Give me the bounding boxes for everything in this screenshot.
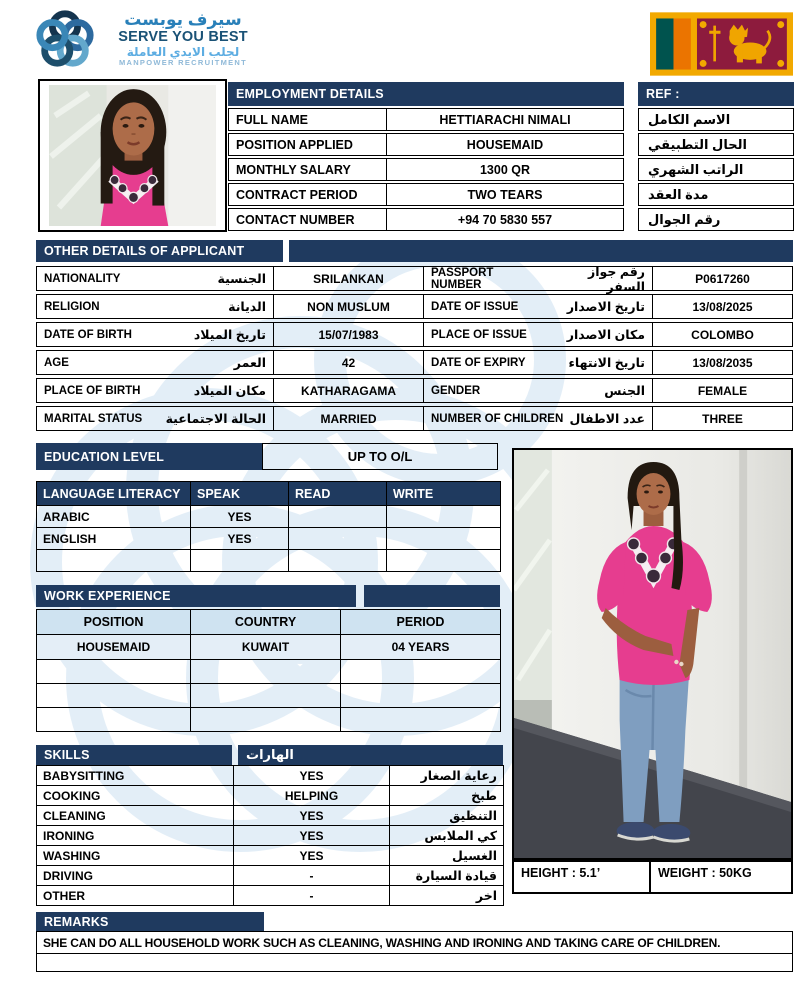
cooking-label: COOKING bbox=[37, 786, 234, 806]
education-level-row bbox=[36, 443, 498, 470]
table-row bbox=[37, 528, 501, 550]
table-row bbox=[36, 406, 793, 431]
country-column-header: COUNTRY bbox=[191, 610, 341, 635]
language-name: ARABIC bbox=[37, 506, 191, 528]
table-row bbox=[37, 866, 504, 886]
write-value bbox=[387, 550, 501, 572]
table-row bbox=[37, 806, 504, 826]
washing-label: WASHING bbox=[37, 846, 234, 866]
work-position-value bbox=[37, 660, 191, 684]
place-of-birth-arabic-label: مكان الميلاد bbox=[193, 384, 266, 398]
driving-label: DRIVING bbox=[37, 866, 234, 886]
write-value bbox=[387, 506, 501, 528]
write-column-header: WRITE bbox=[387, 482, 501, 506]
washing-arabic-label: الغسيل bbox=[390, 846, 504, 866]
babysitting-label: BABYSITTING bbox=[37, 766, 234, 786]
interlocking-rings-logo-icon bbox=[34, 8, 96, 70]
date-of-expiry-label: DATE OF EXPIRY bbox=[431, 356, 526, 369]
cooking-arabic-label: طبخ bbox=[390, 786, 504, 806]
work-position-value bbox=[37, 684, 191, 708]
number-of-children-value: THREE bbox=[702, 411, 743, 426]
read-value bbox=[289, 506, 387, 528]
table-row bbox=[228, 183, 794, 206]
work-country-value: KUWAIT bbox=[191, 635, 341, 660]
work-country-value bbox=[191, 684, 341, 708]
age-value: 42 bbox=[274, 351, 424, 374]
height-weight-row bbox=[512, 860, 793, 894]
date-of-issue-label: DATE OF ISSUE bbox=[431, 300, 519, 313]
contract-period-value: TWO TEARS bbox=[467, 187, 543, 202]
ironing-value: YES bbox=[234, 826, 390, 846]
date-of-expiry-value: 13/08/2035 bbox=[692, 355, 753, 370]
monthly-salary-arabic-label: الراتب الشهري bbox=[638, 158, 794, 181]
place-of-issue-value: COLOMBO bbox=[691, 327, 754, 342]
number-of-children-label: NUMBER OF CHILDREN bbox=[431, 412, 564, 425]
date-of-expiry-arabic-label: تاريخ الانتهاء bbox=[568, 356, 645, 370]
religion-value: NON MUSLUM bbox=[274, 295, 424, 318]
place-of-issue-arabic-label: مكان الاصدار bbox=[566, 328, 645, 342]
language-literacy-table bbox=[36, 481, 501, 572]
number-of-children-arabic-label: عدد الاطفال bbox=[569, 412, 645, 426]
ironing-label: IRONING bbox=[37, 826, 234, 846]
age-arabic-label: العمر bbox=[233, 356, 266, 370]
speak-value: YES bbox=[191, 506, 289, 528]
read-column-header: READ bbox=[289, 482, 387, 506]
work-period-value bbox=[341, 684, 501, 708]
speak-column-header: SPEAK bbox=[191, 482, 289, 506]
passport-number-value: P0617260 bbox=[695, 271, 750, 286]
other-skill-value: - bbox=[234, 886, 390, 906]
full-name-label: FULL NAME bbox=[229, 109, 387, 130]
work-period-value bbox=[341, 708, 501, 732]
table-row bbox=[36, 264, 793, 294]
work-country-value bbox=[191, 660, 341, 684]
cleaning-arabic-label: التنظيق bbox=[390, 806, 504, 826]
skills-table bbox=[36, 765, 504, 906]
read-value bbox=[289, 550, 387, 572]
table-row bbox=[36, 322, 793, 347]
work-period-value bbox=[341, 660, 501, 684]
table-row bbox=[37, 846, 504, 866]
weight-value: WEIGHT : 50KG bbox=[658, 866, 752, 880]
position-column-header: POSITION bbox=[37, 610, 191, 635]
language-literacy-column-header: LANGUAGE LITERACY bbox=[37, 482, 191, 506]
table-row bbox=[37, 766, 504, 786]
logo-title: SERVE YOU BEST bbox=[118, 29, 248, 46]
remarks-text: SHE CAN DO ALL HOUSEHOLD WORK SUCH AS CLEANING, WASHING AND IRONING AND TAKING CARE OF CHILDREN. bbox=[37, 932, 792, 954]
work-experience-title: WORK EXPERIENCE bbox=[36, 585, 356, 607]
other-details-header-filler bbox=[289, 240, 793, 262]
table-row bbox=[37, 886, 504, 906]
applicant-full-body-photo bbox=[512, 448, 793, 860]
table-row bbox=[37, 550, 501, 572]
table-header-row bbox=[37, 610, 501, 635]
employment-details-section bbox=[228, 82, 794, 233]
driving-value: - bbox=[234, 866, 390, 886]
date-of-issue-arabic-label: تاريخ الاصدار bbox=[566, 300, 645, 314]
age-label: AGE bbox=[44, 356, 69, 369]
ironing-arabic-label: كي الملابس bbox=[390, 826, 504, 846]
passport-number-label: PASSPORT NUMBER bbox=[431, 266, 494, 291]
remarks-section bbox=[36, 912, 793, 972]
driving-arabic-label: قيادة السيارة bbox=[390, 866, 504, 886]
position-applied-label: POSITION APPLIED bbox=[229, 134, 387, 155]
religion-arabic-label: الديانة bbox=[228, 300, 266, 314]
table-row bbox=[36, 378, 793, 403]
read-value bbox=[289, 528, 387, 550]
marital-status-label: MARITAL STATUS bbox=[44, 412, 143, 425]
language-name bbox=[37, 550, 191, 572]
logo-subtitle: MANPOWER RECRUITMENT bbox=[118, 58, 248, 68]
place-of-issue-label: PLACE OF ISSUE bbox=[431, 328, 527, 341]
skills-title: SKILLS bbox=[36, 745, 232, 765]
table-row bbox=[37, 826, 504, 846]
education-level-label: EDUCATION LEVEL bbox=[36, 443, 262, 470]
table-row bbox=[37, 660, 501, 684]
religion-label: RELIGION bbox=[44, 300, 100, 313]
table-row bbox=[228, 108, 794, 131]
height-value: HEIGHT : 5.1’ bbox=[514, 862, 651, 892]
position-applied-value: HOUSEMAID bbox=[466, 137, 544, 152]
work-experience-table bbox=[36, 609, 501, 732]
table-row bbox=[228, 208, 794, 231]
work-experience-header-row bbox=[36, 585, 500, 607]
speak-value bbox=[191, 550, 289, 572]
marital-status-arabic-label: الحالة الاجتماعية bbox=[165, 412, 266, 426]
remarks-empty-row bbox=[37, 954, 792, 971]
other-details-section bbox=[36, 240, 793, 434]
education-level-value: UP TO O/L bbox=[262, 443, 498, 470]
table-row bbox=[37, 684, 501, 708]
logo-arabic-subtitle: لجلب الايدي العاملة bbox=[126, 44, 240, 59]
cooking-value: HELPING bbox=[234, 786, 390, 806]
table-row bbox=[36, 350, 793, 375]
period-column-header: PERIOD bbox=[341, 610, 501, 635]
other-skill-arabic-label: اخر bbox=[390, 886, 504, 906]
remarks-box bbox=[36, 931, 793, 972]
other-details-header-row bbox=[36, 240, 793, 262]
skills-section bbox=[36, 745, 503, 906]
full-name-arabic-label: الاسم الكامل bbox=[638, 108, 794, 131]
table-row bbox=[228, 133, 794, 156]
babysitting-arabic-label: رعاية الصغار bbox=[390, 766, 504, 786]
contract-period-label: CONTRACT PERIOD bbox=[229, 184, 387, 205]
table-header-row bbox=[37, 482, 501, 506]
nationality-value: SRILANKAN bbox=[274, 267, 424, 290]
date-of-issue-value: 13/08/2025 bbox=[692, 299, 753, 314]
skills-arabic-title: الهارات bbox=[238, 745, 503, 765]
table-row bbox=[37, 506, 501, 528]
full-name-value: HETTIARACHI NIMALI bbox=[439, 112, 571, 127]
other-skill-label: OTHER bbox=[37, 886, 234, 906]
date-of-birth-arabic-label: تاريخ الميلاد bbox=[193, 328, 266, 342]
gender-label: GENDER bbox=[431, 384, 481, 397]
date-of-birth-value: 15/07/1983 bbox=[274, 323, 424, 346]
agency-logo-text bbox=[104, 10, 262, 67]
work-country-value bbox=[191, 708, 341, 732]
date-of-birth-label: DATE OF BIRTH bbox=[44, 328, 132, 341]
nationality-label: NATIONALITY bbox=[44, 272, 121, 285]
ref-label: REF : bbox=[638, 82, 794, 106]
applicant-portrait-photo bbox=[38, 79, 227, 232]
contact-number-arabic-label: رقم الجوال bbox=[638, 208, 794, 231]
washing-value: YES bbox=[234, 846, 390, 866]
language-name: ENGLISH bbox=[37, 528, 191, 550]
passport-number-arabic-label: رقم جواز السفر bbox=[588, 264, 645, 294]
agency-logo bbox=[34, 8, 262, 70]
work-experience-section bbox=[36, 585, 500, 732]
cleaning-value: YES bbox=[234, 806, 390, 826]
nationality-arabic-label: الجنسية bbox=[217, 272, 266, 286]
other-details-title: OTHER DETAILS OF APPLICANT bbox=[36, 240, 283, 262]
sri-lanka-flag-icon bbox=[650, 12, 793, 81]
monthly-salary-label: MONTHLY SALARY bbox=[229, 159, 387, 180]
cleaning-label: CLEANING bbox=[37, 806, 234, 826]
marital-status-value: MARRIED bbox=[274, 407, 424, 430]
table-row bbox=[37, 708, 501, 732]
employment-details-header-row bbox=[228, 82, 794, 106]
table-row bbox=[36, 294, 793, 319]
contact-number-value: +94 70 5830 557 bbox=[457, 212, 553, 227]
work-position-value: HOUSEMAID bbox=[37, 635, 191, 660]
position-applied-arabic-label: الحال التطبيقي bbox=[638, 133, 794, 156]
remarks-title: REMARKS bbox=[36, 912, 264, 931]
gender-arabic-label: الجنس bbox=[604, 384, 645, 398]
place-of-birth-value: KATHARAGAMA bbox=[274, 379, 424, 402]
place-of-birth-label: PLACE OF BIRTH bbox=[44, 384, 141, 397]
work-experience-header-filler bbox=[364, 585, 500, 607]
work-period-value: 04 YEARS bbox=[341, 635, 501, 660]
contract-period-arabic-label: مدة العقد bbox=[638, 183, 794, 206]
write-value bbox=[387, 528, 501, 550]
skills-header-row bbox=[36, 745, 503, 765]
employment-details-title: EMPLOYMENT DETAILS bbox=[228, 82, 624, 106]
language-literacy-section bbox=[36, 481, 501, 572]
logo-arabic-title: سيرف يوبست bbox=[124, 10, 242, 30]
babysitting-value: YES bbox=[234, 766, 390, 786]
monthly-salary-value: 1300 QR bbox=[479, 162, 531, 177]
speak-value: YES bbox=[191, 528, 289, 550]
work-position-value bbox=[37, 708, 191, 732]
table-row bbox=[37, 635, 501, 660]
table-row bbox=[37, 786, 504, 806]
gender-value: FEMALE bbox=[697, 383, 748, 398]
table-row bbox=[228, 158, 794, 181]
contact-number-label: CONTACT NUMBER bbox=[229, 209, 387, 230]
